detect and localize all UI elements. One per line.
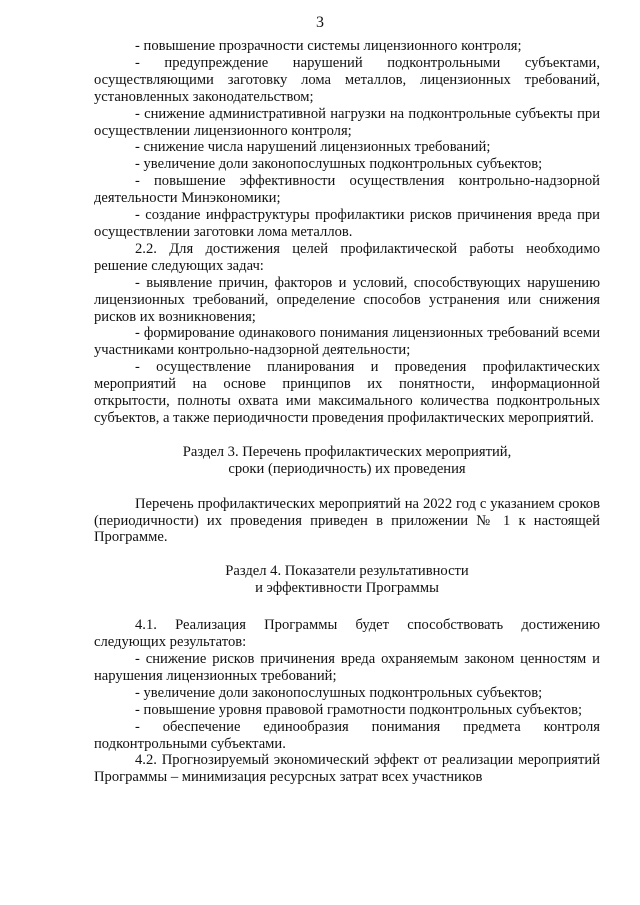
list-item: - увеличение доли законопослушных подконтрольных субъектов; [135,684,543,701]
section-4-2-paragraph: 4.2. Прогнозируемый экономический эффект от реализации мероприятий Программы – минимизация ресурсных затрат всех участников [94,752,600,786]
section-3-paragraph: Перечень профилактических мероприятий на 2022 год с указанием сроков (периодичности) их проведения приведен в приложении № 1 к настоящей Программе. [94,495,600,546]
section-4-1-paragraph: 4.1. Реализация Программы будет способствовать достижению следующих результатов: [94,617,600,651]
list-item: - снижение рисков причинения вреда охраняемым законом ценностям и нарушения лицензионных требований; [94,651,600,684]
list-item: - повышение прозрачности системы лицензионного контроля; [135,38,522,54]
section-3-heading-line-1: Раздел 3. Перечень профилактических мероприятий, [182,443,512,460]
section-2-2-paragraph: 2.2. Для достижения целей профилактической работы необходимо решение следующих задач: [94,240,600,274]
list-item: - осуществление планирования и проведения профилактических мероприятий на основе принципов их понятности, информационной открытости, полноты охвата ими максимального количества подконтрольных субъектов, а также периодичности проведения профилактических мероприятий. [94,359,600,426]
section-4-heading-line-1: Раздел 4. Показатели результативности [225,563,469,580]
list-item: - формирование одинакового понимания лицензионных требований всеми участниками контрольно-надзорной деятельности; [94,325,600,359]
list-item: - предупреждение нарушений подконтрольными субъектами, осуществляющими заготовку лома металлов, лицензионных требований, установленных законодательством; [94,54,600,105]
list-item: - снижение административной нагрузки на подконтрольные субъекты при осуществлении лицензионного контроля; [94,105,600,139]
list-item: - увеличение доли законопослушных подконтрольных субъектов; [135,156,543,173]
page-number: 3 [316,14,324,31]
list-item: - выявление причин, факторов и условий, способствующих нарушению лицензионных требований, определение способов устранения или снижения рисков их возникновения; [94,274,600,325]
section-4-heading-line-2: и эффективности Программы [255,580,439,597]
page-content [94,38,600,786]
list-item: - повышение эффективности осуществления контрольно-надзорной деятельности Минэкономики; [94,173,600,207]
list-item: - снижение числа нарушений лицензионных требований; [135,139,491,156]
section-3-heading-line-2: сроки (периодичность) их проведения [228,460,466,477]
list-item: - создание инфраструктуры профилактики рисков причинения вреда при осуществлении заготовки лома металлов. [94,207,600,240]
list-item: - повышение уровня правовой грамотности подконтрольных субъектов; [135,701,583,718]
list-item: - обеспечение единообразия понимания предмета контроля подконтрольными субъектами. [94,718,600,752]
